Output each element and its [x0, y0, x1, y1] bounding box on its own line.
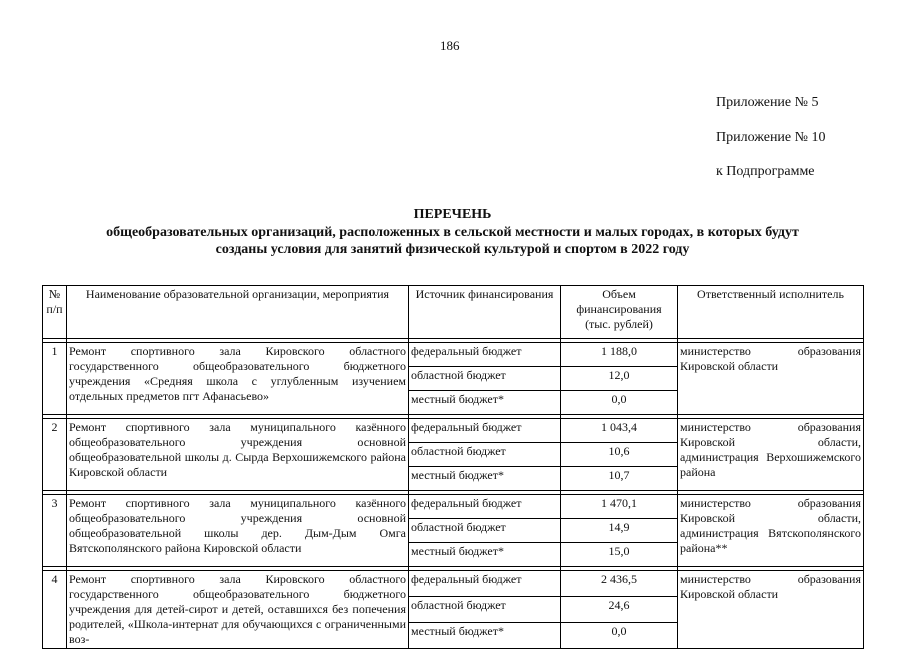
responsible-executor: министерство образования Кировской области — [678, 343, 864, 415]
appendix-line-1: Приложение № 5 — [716, 95, 819, 110]
organization-name: Ремонт спортивного зала муниципального казённого общеобразовательного учреждения основной общеобразовательной школы д. Сырда Верхошижемского района Кировской области — [67, 419, 409, 491]
funding-source: областной бюджет — [409, 443, 561, 467]
row-number: 1 — [43, 343, 67, 415]
funding-source: местный бюджет* — [409, 467, 561, 491]
document-title-line-2: созданы условия для занятий физической культурой и спортом в 2022 году — [215, 242, 690, 257]
table-row — [43, 571, 864, 597]
funding-source: областной бюджет — [409, 367, 561, 391]
document-heading: ПЕРЕЧЕНЬ — [413, 207, 492, 222]
funding-amount: 1 470,1 — [561, 495, 678, 519]
table-row — [43, 343, 864, 367]
funding-amount: 0,0 — [561, 391, 678, 415]
funding-amount: 12,0 — [561, 367, 678, 391]
row-number: 2 — [43, 419, 67, 491]
responsible-executor: министерство образования Кировской области, администрация Верхошижемского района — [678, 419, 864, 491]
appendix-line-2: Приложение № 10 — [716, 130, 826, 145]
organization-name: Ремонт спортивного зала Кировского областного государственного общеобразовательного бюджетного учреждения для детей-сирот и детей, оставшихся без попечения родителей, «Школа-интернат для обучающихся с ограниченными воз- — [67, 571, 409, 649]
funding-source: местный бюджет* — [409, 623, 561, 649]
funding-amount: 24,6 — [561, 597, 678, 623]
page-number: 186 — [440, 38, 460, 53]
funding-amount: 10,7 — [561, 467, 678, 491]
header-num: № п/п — [43, 286, 67, 339]
table-row — [43, 495, 864, 519]
funding-amount: 1 188,0 — [561, 343, 678, 367]
header-source: Источник финансирования — [409, 286, 561, 339]
document-title-line-1: общеобразовательных организаций, расположенных в сельской местности и малых городах, в которых будут — [106, 225, 799, 240]
row-number: 4 — [43, 571, 67, 649]
funding-amount: 1 043,4 — [561, 419, 678, 443]
funding-amount: 10,6 — [561, 443, 678, 467]
funding-source: федеральный бюджет — [409, 571, 561, 597]
funding-amount: 2 436,5 — [561, 571, 678, 597]
header-executor: Ответственный исполнитель — [678, 286, 864, 339]
header-amount: Объем финансирования (тыс. рублей) — [561, 286, 678, 339]
responsible-executor: министерство образования Кировской области — [678, 571, 864, 649]
table-body — [43, 339, 864, 649]
appendix-line-3: к Подпрограмме — [716, 164, 815, 179]
funding-source: областной бюджет — [409, 519, 561, 543]
funding-source: федеральный бюджет — [409, 419, 561, 443]
organization-name: Ремонт спортивного зала Кировского областного государственного общеобразовательного бюджетного учреждения «Средняя школа с углубленным изучением отдельных предметов пгт Афанасьево» — [67, 343, 409, 415]
funding-source: федеральный бюджет — [409, 495, 561, 519]
funding-source: федеральный бюджет — [409, 343, 561, 367]
table-row — [43, 419, 864, 443]
funding-source: местный бюджет* — [409, 391, 561, 415]
organization-name: Ремонт спортивного зала муниципального казённого общеобразовательного учреждения основной общеобразовательной школы дер. Дым-Дым Омга Вятскополянского района Кировской области — [67, 495, 409, 567]
funding-amount: 14,9 — [561, 519, 678, 543]
funding-amount: 0,0 — [561, 623, 678, 649]
table-header-row — [43, 286, 864, 339]
header-name: Наименование образовательной организации, мероприятия — [67, 286, 409, 339]
funding-source: местный бюджет* — [409, 543, 561, 567]
responsible-executor: министерство образования Кировской области, администрация Вятскополянского района** — [678, 495, 864, 567]
row-number: 3 — [43, 495, 67, 567]
funding-source: областной бюджет — [409, 597, 561, 623]
financing-table — [42, 285, 864, 649]
funding-amount: 15,0 — [561, 543, 678, 567]
